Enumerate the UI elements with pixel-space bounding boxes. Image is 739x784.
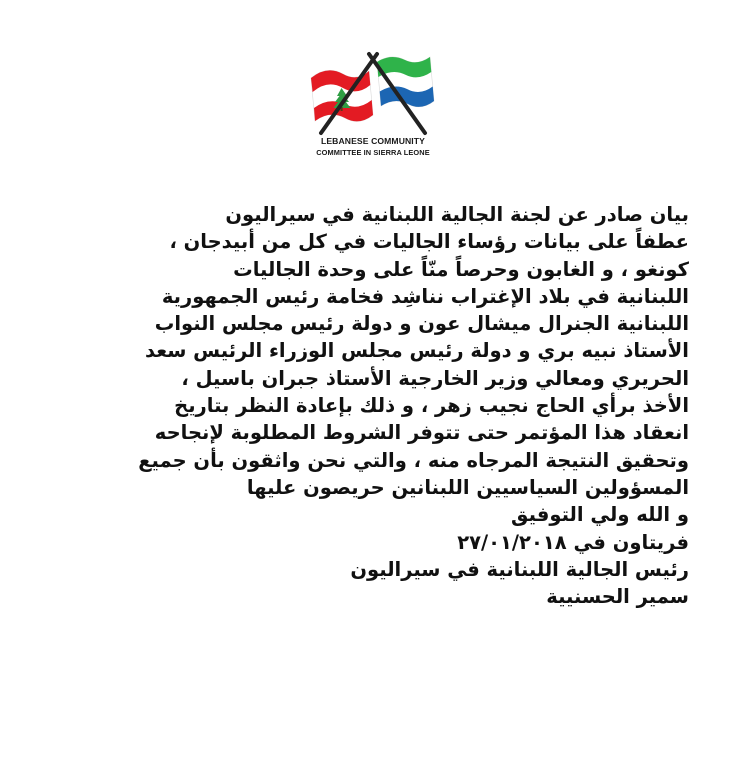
crossed-flags-icon <box>303 48 443 138</box>
logo-caption-line2: COMMITTEE IN SIERRA LEONE <box>316 148 430 157</box>
statement-line: اللبنانية في بلاد الإغتراب نناشِد فخامة رئيس الجمهورية <box>161 284 689 308</box>
statement-line: وتحقيق النتيجة المرجاه منه ، والتي نحن واثقون بأن جميع <box>138 448 689 472</box>
statement-text <box>138 201 689 610</box>
signatory-title: رئيس الجالية اللبنانية في سيراليون <box>350 557 689 581</box>
statement-line: اللبنانية الجنرال ميشال عون و دولة رئيس مجلس النواب <box>154 312 689 336</box>
closing-line: و الله ولي التوفيق <box>511 503 689 527</box>
statement-line: الأستاذ نبيه بري و دولة رئيس مجلس الوزراء الرئيس سعد <box>144 339 689 363</box>
statement-line: عطفاً على بيانات رؤساء الجاليات في كل من أبيدجان ، <box>169 230 689 254</box>
community-logo <box>303 48 443 164</box>
sierra-leone-flag-icon <box>377 57 434 107</box>
place-date-line: فريتاون في ٢٧/٠١/٢٠١٨ <box>457 530 689 554</box>
statement-title: بيان صادر عن لجنة الجالية اللبنانية في سيراليون <box>225 203 689 226</box>
lebanon-flag-icon <box>311 70 373 121</box>
statement-line: الحريري ومعالي وزير الخارجية الأستاذ جبران باسيل ، <box>181 366 689 390</box>
statement-line: الأخذ برأي الحاج نجيب زهر ، و ذلك بإعادة النظر بتاريخ <box>174 394 689 418</box>
signatory-name: سمير الحسنيية <box>546 585 689 609</box>
statement-line: انعقاد هذا المؤتمر حتى تتوفر الشروط المطلوبة لإنجاحه <box>154 421 689 445</box>
statement-line: كونغو ، و الغابون وحرصاً منّاً على وحدة الجاليات <box>233 257 689 281</box>
statement-line: المسؤولين السياسيين اللبنانين حريصون عليها <box>246 475 689 499</box>
logo-caption-line1: LEBANESE COMMUNITY <box>321 136 425 146</box>
